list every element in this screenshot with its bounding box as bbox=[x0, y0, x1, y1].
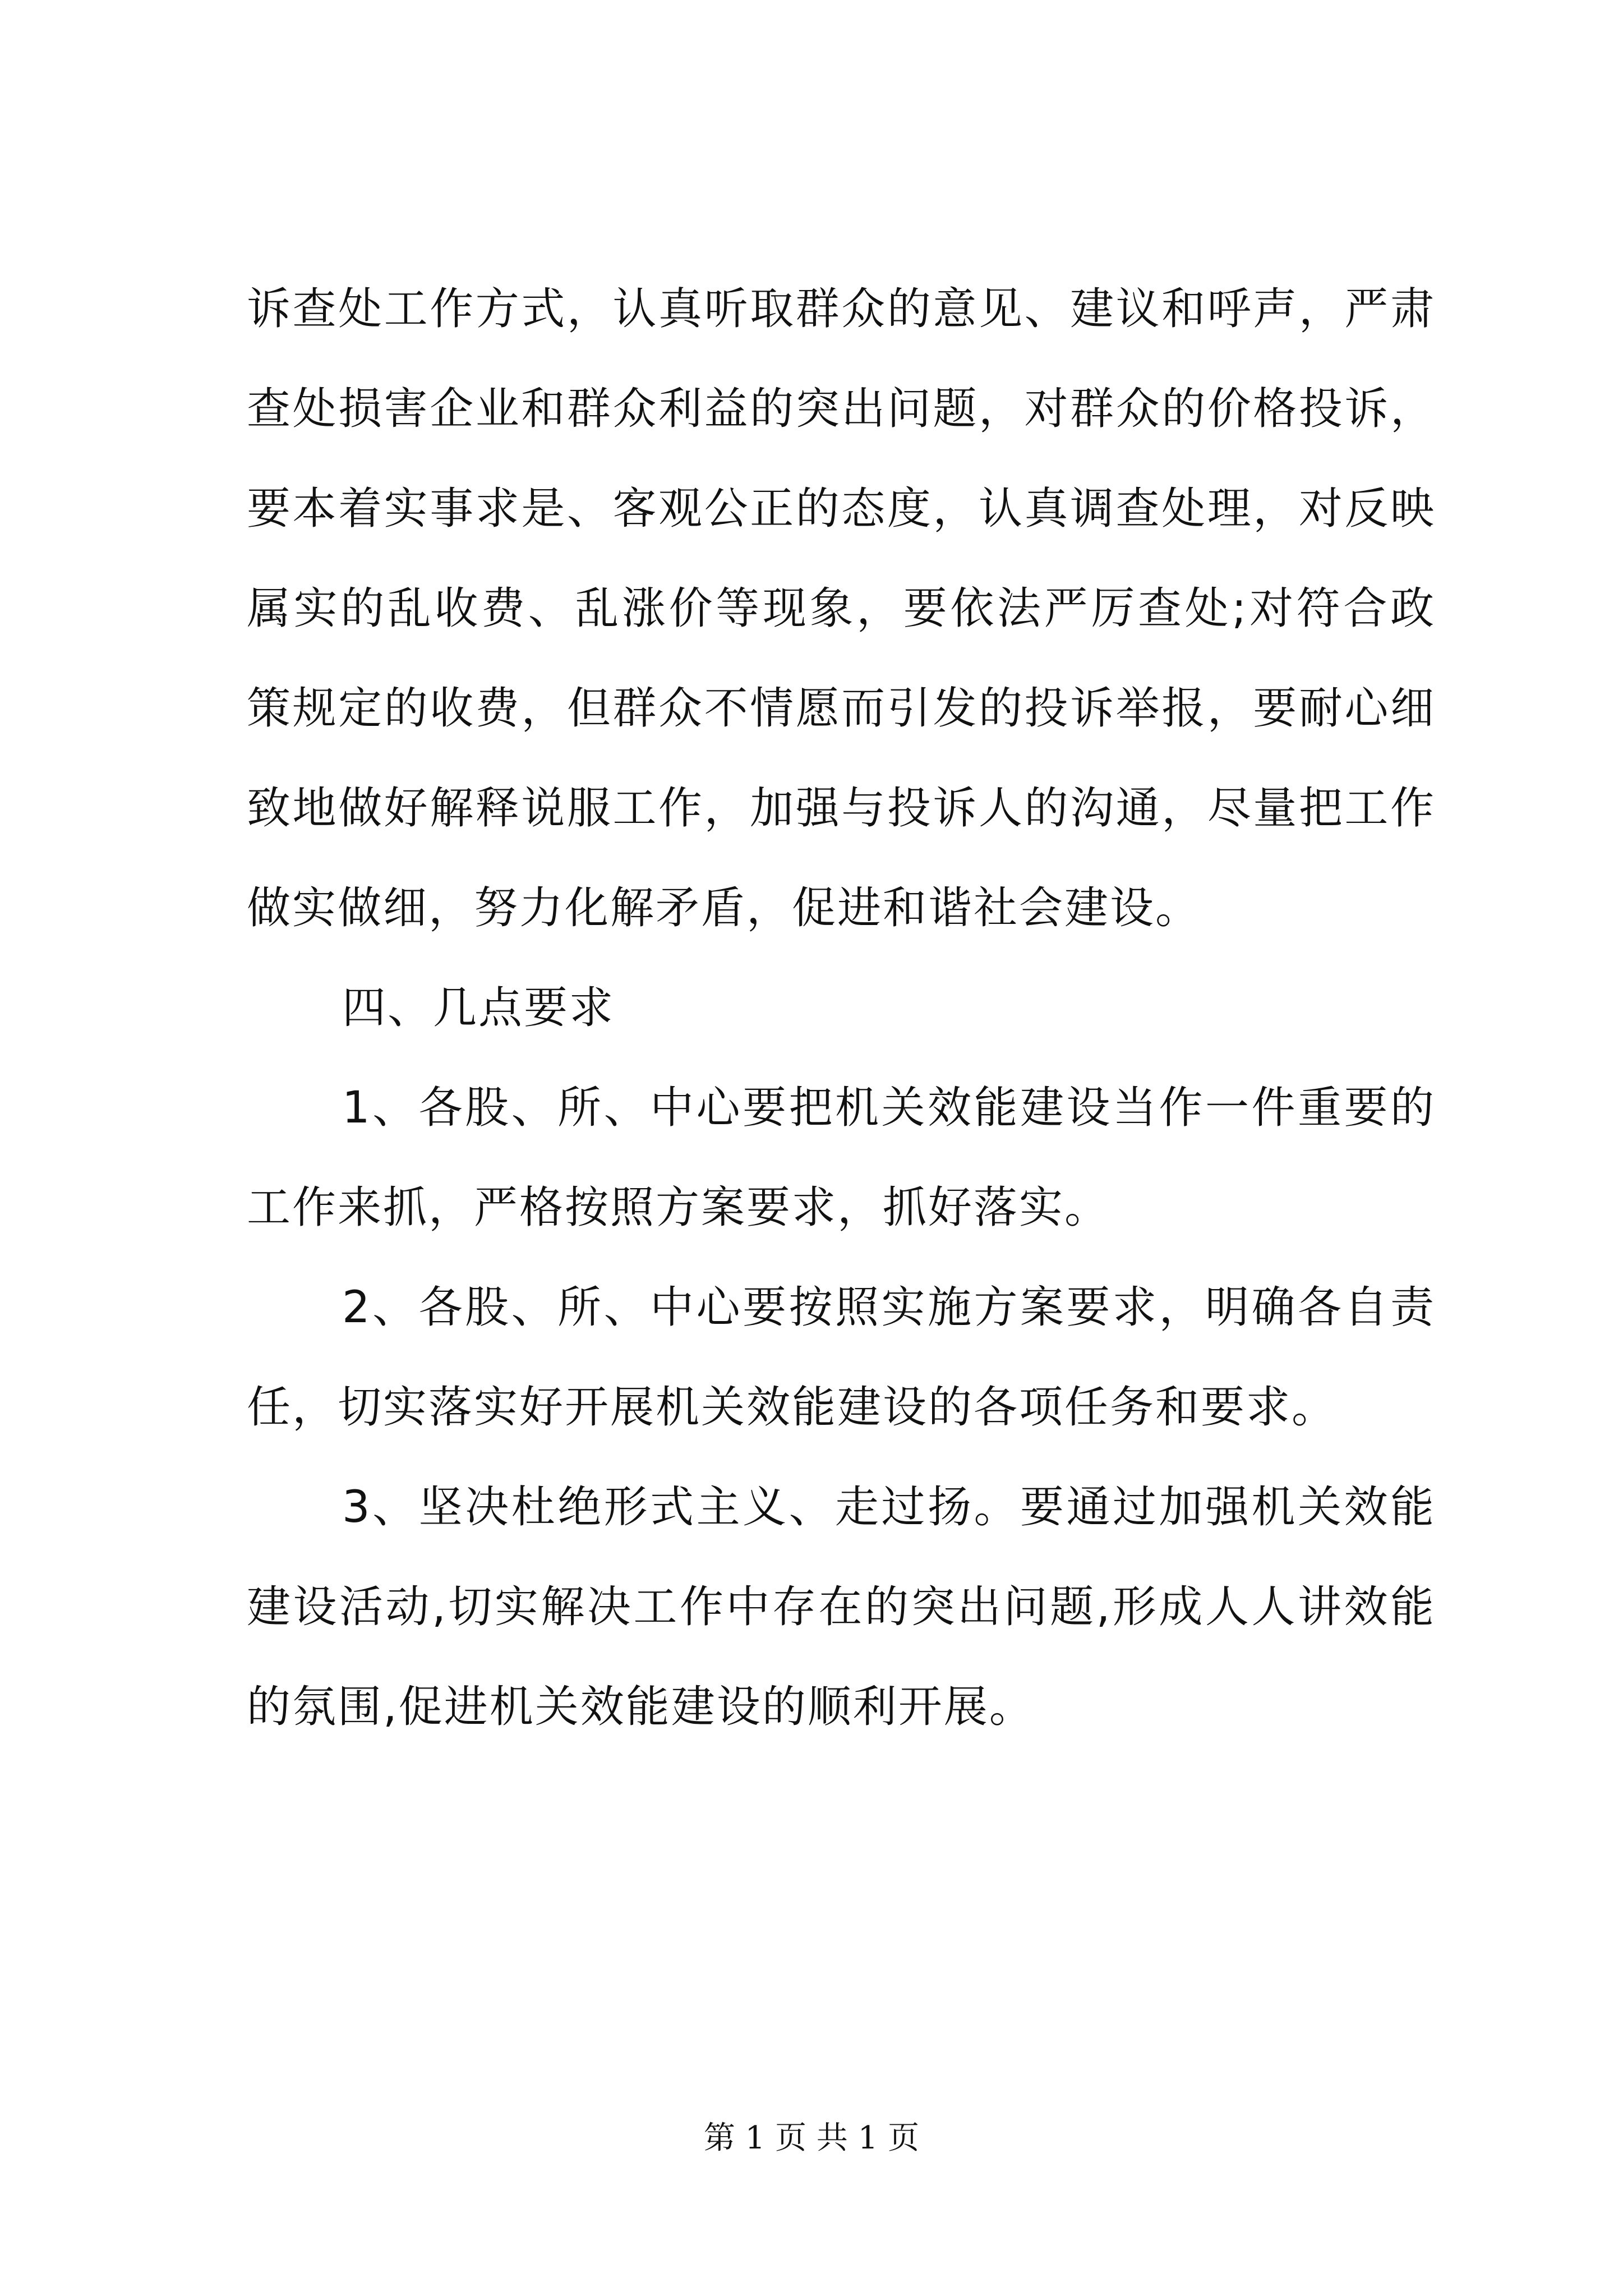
paragraph-continuation: 诉查处工作方式，认真听取群众的意见、建议和呼声，严肃查处损害企业和群众利益的突出问题，对群众的价格投诉，要本着实事求是、客观公正的态度，认真调查处理，对反映属实的乱收费、乱涨价等现象，要依法严厉查处;对符合政策规定的收费，但群众不情愿而引发的投诉举报，要耐心细致地做好解释说服工作，加强与投诉人的沟通，尽量把工作做实做细，努力化解矛盾，促进和谐社会建设。 bbox=[247, 284, 1436, 933]
page-footer: 第 1 页 共 1 页 bbox=[703, 2120, 920, 2156]
requirement-item-1: 1、各股、所、中心要把机关效能建设当作一件重要的工作来抓，严格按照方案要求，抓好落实。 bbox=[247, 1083, 1436, 1233]
requirement-item-3: 3、坚决杜绝形式主义、走过扬。要通过加强机关效能建设活动,切实解决工作中存在的突出问题,形成人人讲效能的氛围,促进机关效能建设的顺利开展。 bbox=[247, 1482, 1436, 1732]
section-heading: 四、几点要求 bbox=[342, 983, 615, 1033]
requirement-item-2: 2、各股、所、中心要按照实施方案要求，明确各自责任，切实落实好开展机关效能建设的各项任务和要求。 bbox=[247, 1282, 1436, 1433]
document-body bbox=[247, 259, 1436, 1757]
